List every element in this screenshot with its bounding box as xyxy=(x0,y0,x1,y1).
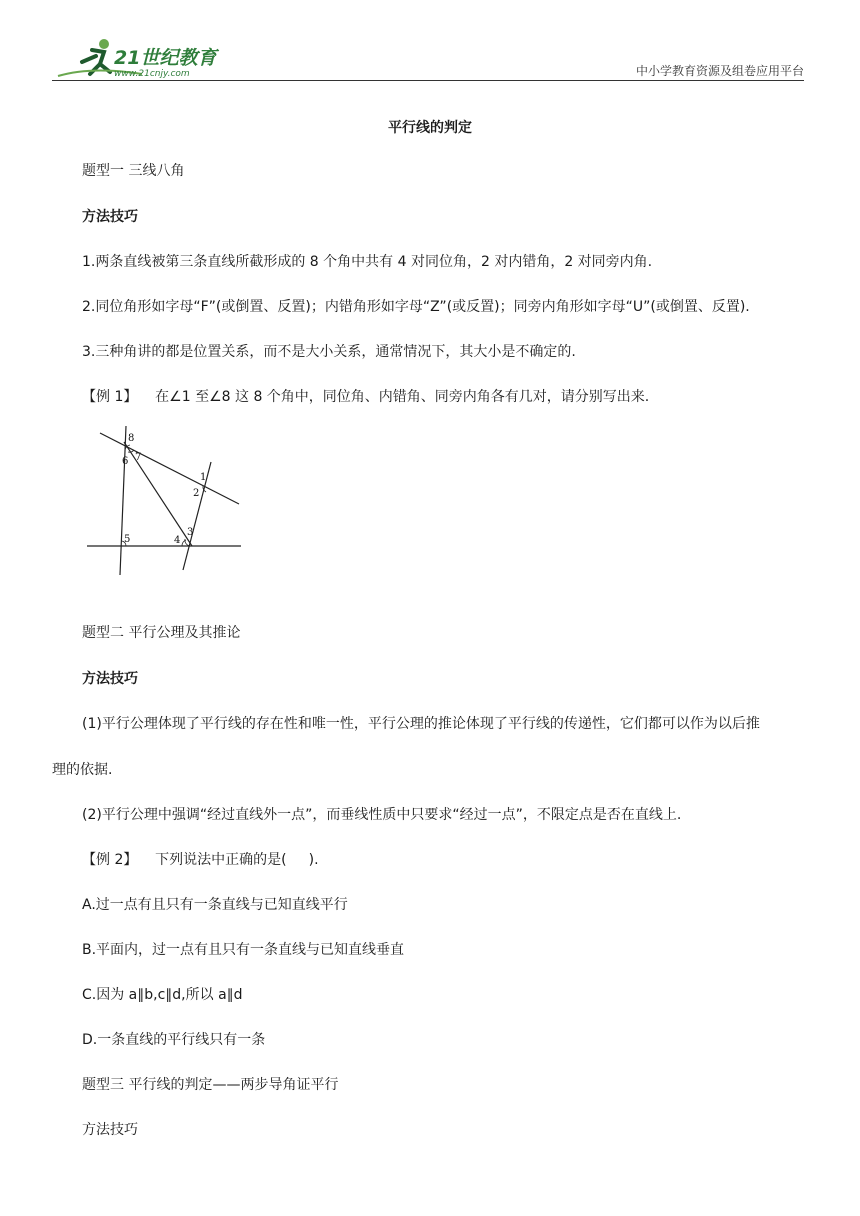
section1-tip-3: 3.三种角讲的都是位置关系，而不是大小关系，通常情况下，其大小是不确定的. xyxy=(82,344,576,360)
example-1 xyxy=(82,386,649,406)
section2-method-heading: 方法技巧 xyxy=(82,671,138,687)
section1-tip-2: 2.同位角形如字母“F”(或倒置、反置)；内错角形如字母“Z”(或反置)；同旁内角形如字母“U”(或倒置、反置). xyxy=(82,299,750,315)
section2-para-2: (2)平行公理中强调“经过直线外一点”，而垂线性质中只要求“经过一点”，不限定点是否在直线上. xyxy=(82,807,682,823)
svg-text:www.21cnjy.com: www.21cnjy.com xyxy=(114,69,190,79)
example-2 xyxy=(82,849,319,869)
angle-label-5: 5 xyxy=(124,534,131,545)
example-1-text: 在∠1 至∠8 这 8 个角中，同位角、内错角、同旁内角各有几对，请分别写出来. xyxy=(155,389,650,405)
logo-graphic xyxy=(52,36,232,80)
example-1-label: 【例 1】 xyxy=(82,389,138,405)
angle-label-3: 3 xyxy=(187,527,194,538)
logo xyxy=(52,36,232,84)
angle-label-2: 2 xyxy=(193,488,200,499)
example-2-text: 下列说法中正确的是( xyxy=(155,852,287,868)
angle-label-8: 8 xyxy=(128,433,135,444)
section3-method-heading: 方法技巧 xyxy=(82,1122,138,1138)
section2-para-1-line-1: (1)平行公理体现了平行线的存在性和唯一性，平行公理的推论体现了平行线的传递性，它们都可以作为以后推 xyxy=(82,716,760,732)
line-top-diagonal xyxy=(100,433,239,504)
option-d: D.一条直线的平行线只有一条 xyxy=(82,1032,266,1048)
option-b: B.平面内，过一点有且只有一条直线与已知直线垂直 xyxy=(82,942,405,958)
angle-label-4: 4 xyxy=(174,535,181,546)
header-divider xyxy=(52,80,804,81)
angle-label-6: 6 xyxy=(122,456,129,467)
option-a: A.过一点有且只有一条直线与已知直线平行 xyxy=(82,897,348,913)
option-c: C.因为 a∥b,c∥d,所以 a∥d xyxy=(82,987,243,1003)
header-platform-text: 中小学教育资源及组卷应用平台 xyxy=(635,64,804,78)
page-title: 平行线的判定 xyxy=(388,120,472,136)
example-2-text-end: ). xyxy=(308,852,319,868)
section1-heading: 题型一 三线八角 xyxy=(82,163,185,179)
section3-heading: 题型三 平行线的判定——两步导角证平行 xyxy=(82,1077,339,1093)
section1-method-heading: 方法技巧 xyxy=(82,209,138,225)
section2-heading: 题型二 平行公理及其推论 xyxy=(82,625,241,641)
angle-figure xyxy=(84,420,254,579)
example-2-label: 【例 2】 xyxy=(82,852,138,868)
section1-tip-1: 1.两条直线被第三条直线所截形成的 8 个角中共有 4 对同位角，2 对内错角，2 对同旁内角. xyxy=(82,254,653,270)
svg-text:21世纪教育: 21世纪教育 xyxy=(114,47,217,69)
angle-label-1: 1 xyxy=(200,472,207,483)
angle-figure-svg xyxy=(84,420,254,575)
section2-para-1-line-2: 理的依据. xyxy=(52,762,113,778)
angle-label-7: 7 xyxy=(135,452,142,463)
page-header xyxy=(52,36,804,80)
